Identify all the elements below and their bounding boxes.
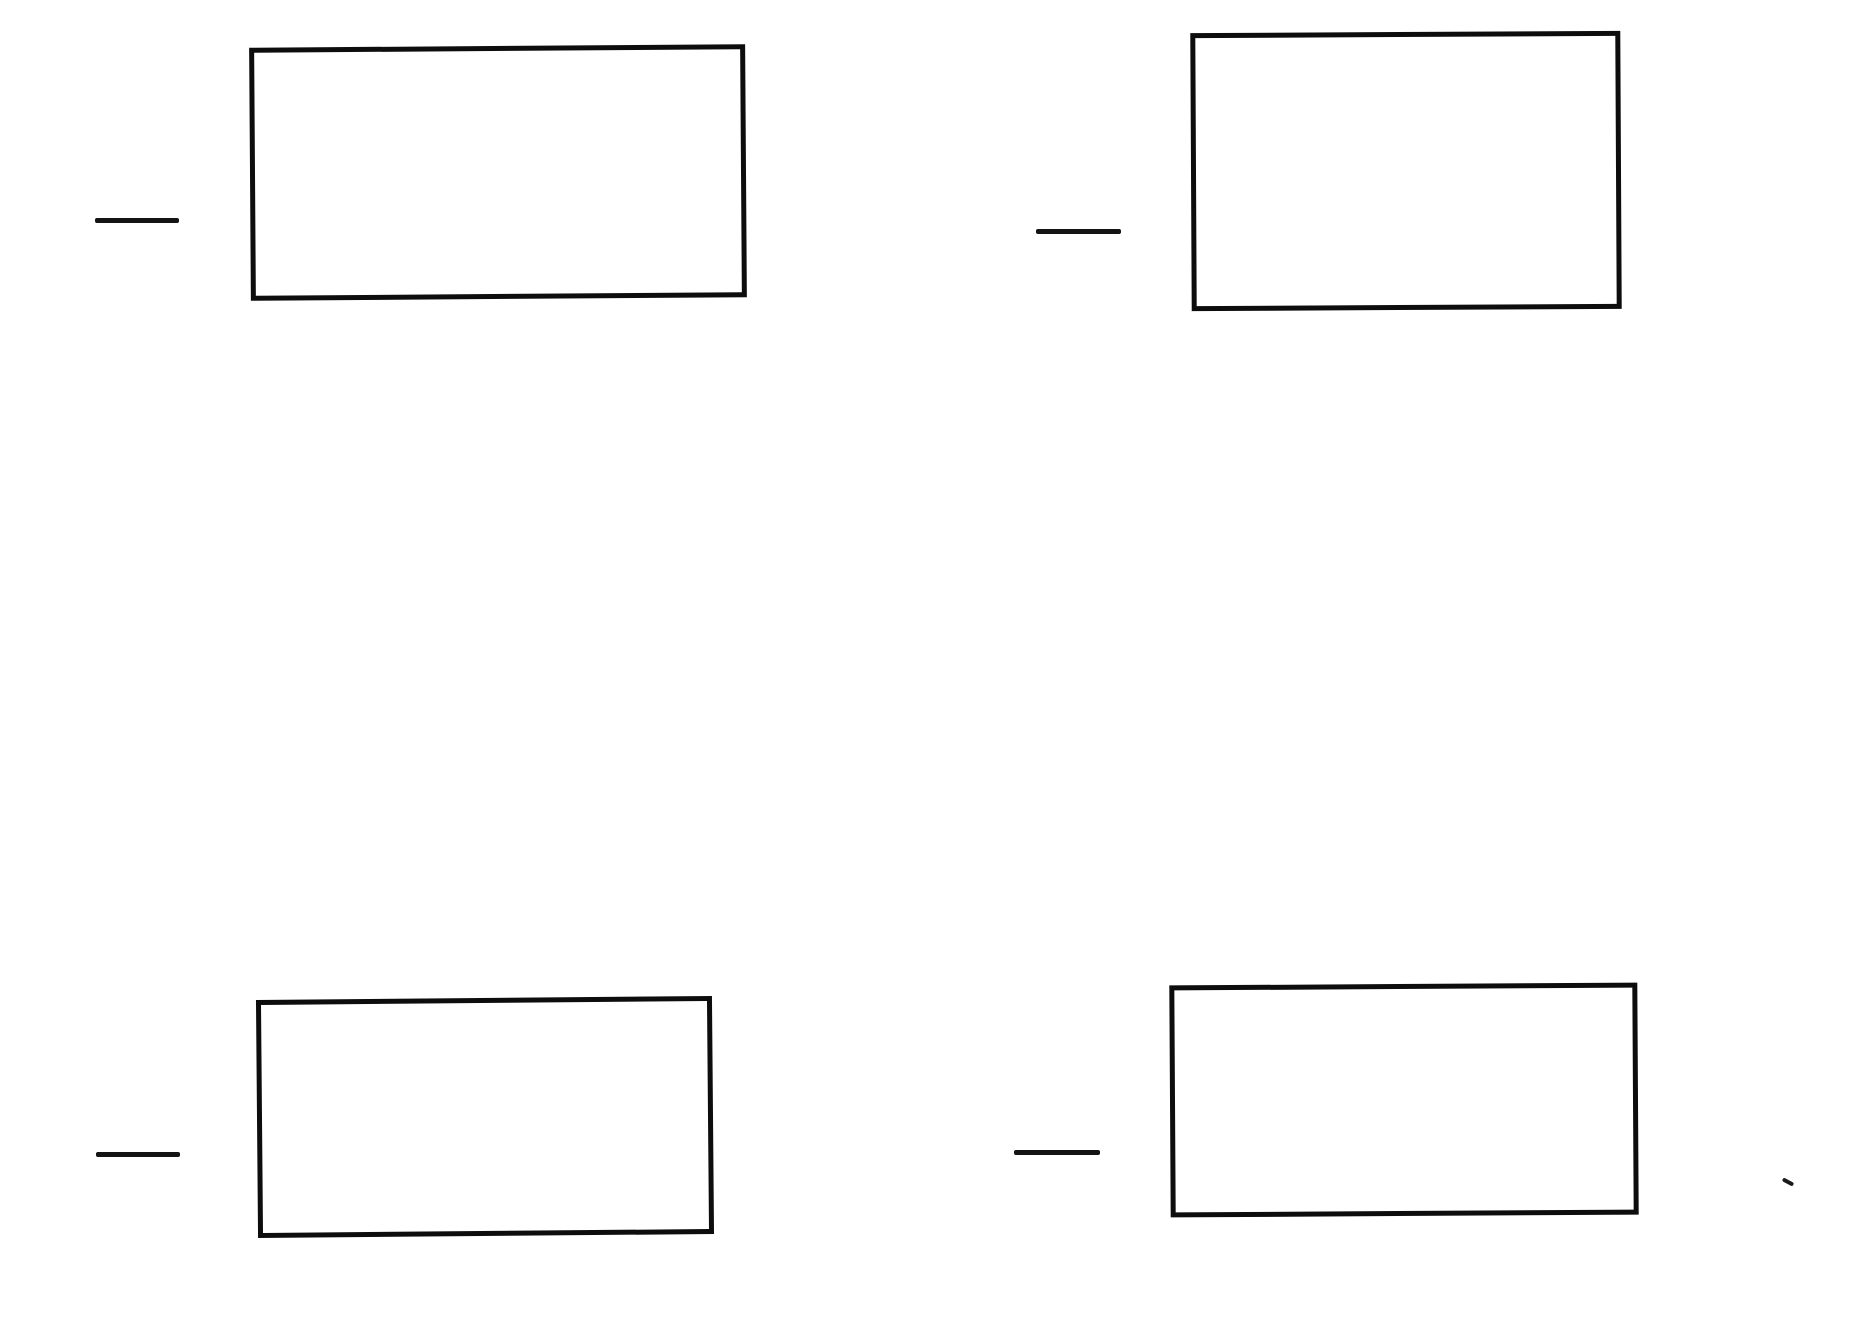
trace-legend-underline xyxy=(95,218,179,223)
scan-artifact-mark xyxy=(1782,1177,1794,1186)
trace-legend-underline xyxy=(1036,229,1121,234)
plot-frame-hh xyxy=(1169,983,1638,1218)
formula-vv-definition xyxy=(51,831,71,890)
plot-frame-h xyxy=(1190,31,1621,311)
trace-legend-underline xyxy=(1014,1150,1100,1155)
formula-hh-definition xyxy=(926,831,946,890)
plot-frame-vv xyxy=(256,996,714,1238)
plot-frame-v xyxy=(249,44,747,300)
trace-legend-underline xyxy=(96,1152,180,1157)
